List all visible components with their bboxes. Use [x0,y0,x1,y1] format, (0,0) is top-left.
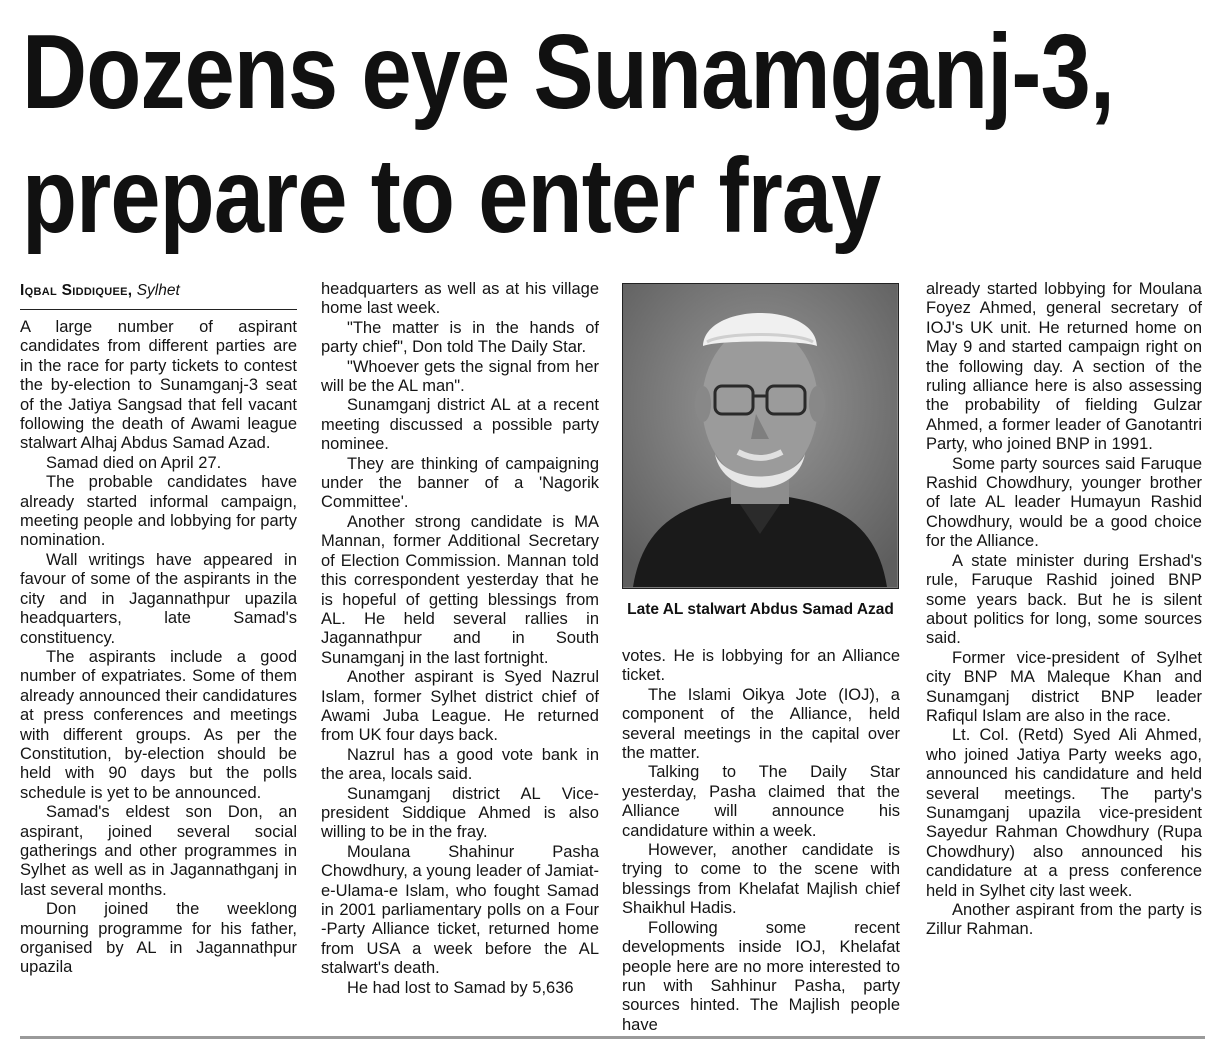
byline-author: Iqbal Siddiquee, [20,282,133,299]
paragraph: They are thinking of campaigning under the banner of a 'Nagorik Committee'. [321,454,599,512]
paragraph: Samad's eldest son Don, an aspirant, joined several social gatherings and other programmes in Sylhet as well as in Jagannathganj in last several months. [20,803,297,899]
paragraph: Moulana Shahinur Pasha Chowdhury, a young leader of Jamiat-e-Ulama-e Islam, who fought Samad in 2001 parliamentary polls on a Four -Party Alliance ticket, returned home from USA a week before the AL stalwart's death. [321,842,599,978]
paragraph: Samad died on April 27. [46,453,222,472]
paragraph: Sunamganj district AL Vice-president Siddique Ahmed is also willing to be in the fray. [321,784,599,842]
paragraph: Some party sources said Faruque Rashid Chowdhury, younger brother of late AL leader Humayun Rashid Chowdhury, would be a good choice for the Alliance. [926,454,1202,551]
paragraph: "The matter is in the hands of party chief", Don told The Daily Star. [321,318,599,357]
paragraph: Another aspirant from the party is Zillur Rahman. [926,901,1202,939]
byline [20,281,297,310]
article-column-4 [926,280,1202,940]
paragraph: A state minister during Ershad's rule, Faruque Rashid joined BNP some years back. But he is silent about politics for long, some sources said. [926,551,1202,648]
article-column-3 [622,647,900,1035]
bottom-divider [20,1036,1205,1039]
paragraph: Don joined the weeklong mourning programme for his father, organised by AL in Jagannathpur upazila [20,900,297,977]
headline [22,10,1115,258]
article-column-1 [20,318,297,978]
paragraph: Talking to The Daily Star yesterday, Pasha claimed that the Alliance will announce his candidature within a week. [622,763,900,840]
paragraph: He had lost to Samad by 5,636 [347,978,574,997]
paragraph: already started lobbying for Moulana Foyez Ahmed, general secretary of IOJ's UK unit. He returned home on May 9 and started campaign right on the following day. A section of the ruling alliance here is also assessing the probability of fielding Gulzar Ahmed, a former leader of Ganotantri Party, who joined BNP in 1991. [926,280,1202,454]
paragraph: A large number of aspirant candidates from different parties are in the race for party tickets to contest the by-election to Sunamganj-3 seat of the Jatiya Sangsad that fell vacant following the death of Awami league stalwart Alhaj Abdus Samad Azad. [20,318,297,453]
headline-line-2: prepare to enter fray [22,137,881,255]
paragraph: The Islami Oikya Jote (IOJ), a component of the Alliance, held several meetings in the capital over the matter. [622,685,900,763]
paragraph: votes. He is lobbying for an Alliance ticket. [622,647,900,685]
paragraph: Another strong candidate is MA Mannan, former Additional Secretary of Election Commission. Mannan told this correspondent yesterday that he is hopeful of getting blessings from AL. He held several rallies in Jagannathpur and in South Sunamganj in the last fortnight. [321,512,599,667]
paragraph: "Whoever gets the signal from her will be the AL man". [321,357,599,396]
paragraph: However, another candidate is trying to come to the scene with blessings from Khelafat Majlish chief Shaikhul Hadis. [622,841,900,918]
paragraph: Sunamganj district AL at a recent meeting discussed a possible party nominee. [321,396,599,454]
paragraph: Wall writings have appeared in favour of some of the aspirants in the city and in Jagannathpur upazila headquarters, late Samad's constituency. [20,550,297,647]
headline-line-1: Dozens eye Sunamganj-3, [22,13,1115,131]
article-column-2 [321,280,599,998]
paragraph: headquarters as well as at his village home last week. [321,280,599,318]
paragraph: Former vice-president of Sylhet city BNP MA Maleque Khan and Sunamganj district BNP leader Rafiqul Islam are also in the race. [926,648,1202,725]
paragraph: The probable candidates have already started informal campaign, meeting people and lobbying for party nomination. [20,473,297,550]
photo-caption: Late AL stalwart Abdus Samad Azad [627,601,894,618]
paragraph: Following some recent developments inside IOJ, Khelafat people here are no more interested to run with Sahhinur Pasha, party sources hinted. The Majlish people have [622,918,900,1034]
portrait-photo [622,283,899,589]
paragraph: Nazrul has a good vote bank in the area, locals said. [321,745,599,784]
paragraph: Lt. Col. (Retd) Syed Ali Ahmed, who joined Jatiya Party weeks ago, announced his candidature and held several meetings. The party's Sunamganj upazila vice-president Sayedur Rahman Chowdhury (Rupa Chowdhury) also announced his candidature at a press conference held in Sylhet city last week. [926,726,1202,900]
byline-location: Sylhet [136,282,180,299]
paragraph: Another aspirant is Syed Nazrul Islam, former Sylhet district chief of Awami Juba League. He returned from UK four days back. [321,668,599,745]
paragraph: The aspirants include a good number of expatriates. Some of them already announced their candidatures at press conferences and meetings with different groups. As per the Constitution, by-election should be held with 90 days but the polls schedule is yet to be announced. [20,647,297,802]
